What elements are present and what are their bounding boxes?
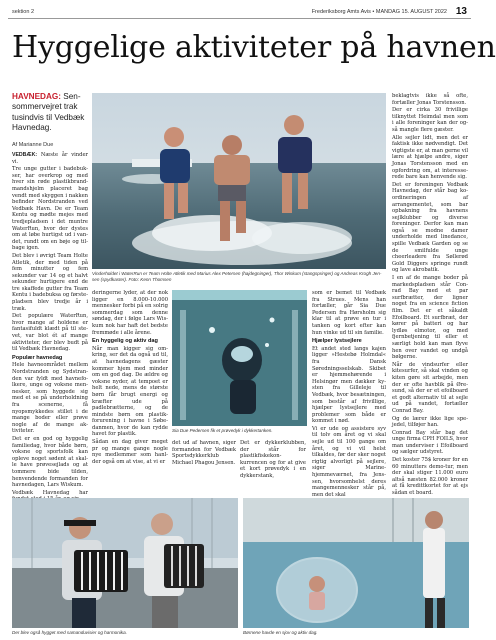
lead-paragraph — [12, 92, 86, 134]
paragraph: Næste år vinder vi. — [12, 152, 89, 165]
paragraph: Hele havneområdet mellem Nordstranden og Sydstranden var fyldt med havnefolkere, unge og voksne mennesker, som hyggede sig med et se på underholdning fra scenerne, få nyopsmykkedes stillet i de mange boder eller prøve nogle af de mange aktiviteter. — [12, 362, 88, 435]
section-label: sektion 2 — [12, 9, 35, 15]
paragraph: Et andet sted langs kajen ligger »Hestebø Holmdal« fra Dansk Søredningsselskab. Skibet er hjemmehørende i Helsingør men dækker kysten fra Gilleleje til Vedbæk, hvor besætningen, som består af frivillige, hjælper lystsejlere med problemer som både er kommet i nød. — [312, 345, 386, 425]
text-column-3 — [172, 440, 236, 492]
paragraph: Det er en god og hyggelig familiedag, hvor både børn, voksne og sportsfolk kan opleve noget sødent at skalle have prøvesejlads og at tommere bide tilden, henvendende formanden for havnedagen, Lars Wiskum. — [12, 435, 88, 489]
subheading: Hjælper lystsejlere — [312, 338, 362, 345]
diver-photo-caption: Sia Due Pedersen fik et prøvedyk i dykkertanken. — [172, 428, 273, 433]
water-ball-photo-caption: Børnene havde en sjov og aktiv dag. — [243, 630, 318, 635]
text-column-2 — [92, 290, 168, 492]
text-column-6 — [392, 93, 468, 497]
paragraph: det ud af havnen, siger formanden for Vedbæk Sportsdykkerklub Michael Phagou Jensen. — [172, 440, 236, 466]
main-photo — [92, 93, 386, 269]
page-header — [8, 6, 471, 18]
diver-photo — [172, 290, 307, 426]
band-photo — [12, 498, 238, 628]
paragraph: Det populære WaterRun, hvor mange af holdene er fantasifuldt klædt på til stevet, var blot ét af mange aktiviteter, der blev budt på til Vedbæk Havnedag. — [12, 313, 88, 353]
paragraph: I en af de mange boder på markedspladsen står Conrad Bay med et par surfbrætter, der ligner noget fra en science fiction film. Det er et såkaldt Efoilboard. Et surfbræt, der kører på batteri og har lydløs elmotor, og med fjernbetjening til eller et særligt hold kan man flyve hen over vandet og undgå bølgerne. — [392, 275, 468, 361]
header-divider — [8, 18, 471, 19]
paragraph: Sådan en dag giver meget pr og mange gange nogle nye medlemmer som hanlder også om at vise, at vi er — [92, 439, 168, 465]
paragraph: Når de vindsurfer eller kitesurfer, så skal vinden og kiten gøre sit arbejde, men der er ofte havblik på Øresund, så der er et efoilboard et godt alternativ til at sejle ud på vandet, fortæller Conrad Bay. — [392, 361, 468, 414]
text-column-1 — [12, 152, 89, 496]
page-number: 13 — [455, 6, 467, 17]
paragraph: Der er cirka 30 frivillige tilknyttet Heimdal men som i alle foreninger kan der også mangle flere gæster. — [392, 107, 468, 133]
band-photo-caption: Der blev også hygget med samanduvisier og harmonika. — [12, 630, 127, 635]
subheading: Populær havnedag — [12, 354, 63, 361]
paragraph: Conrad Bay står bag det unge firma CPH FOILS, hvor man underviser i Efoilboard og sælger udstyret. — [392, 429, 468, 456]
paragraph: Tre unge gutter i badebukser, har overkrop og med hver sin røde plastikbrandmandshjelm placeret bag vendt med skyggen i nakken befinder Nordstranden ved Vedbæk Havn. De er Team Kentu og mødte mejes med tredjepladsen i det muntre WaterRun, hvor der dystes om at løbe hurtigst ud i vandet, rundt om en bøje og tilbage igen. — [12, 166, 88, 252]
paragraph: beklagtvis ikke så ofte, fortæller Jonas Torstensson. — [392, 93, 468, 106]
main-photo-caption: Vinderholdet i WaterRun er Team Holte Atletik med Marius Alex Petersen (hajdegninger), Thor Wiskum (stangspringer) og Andreas Krogh Jensen (spydkaster). Foto: Kenn Thomsen — [92, 271, 382, 282]
paragraph: Det er dykkerklubben, der står for plastikfiskekonkurrencen og for at give et kort prøvedyk i en dykkerstank, — [240, 440, 306, 479]
paragraph: Vi er ude og assistere syv til tolv om året og vi skal sejle ud til 100 gange om året, og vi vil helst tilkaldes, før der sker noget rigtig alvorligt på sejlere, siger Marinehjemmeværnet, fra Jenssen, hvorsomhelst deres mangemennesker står på, men det skal — [312, 425, 386, 498]
paragraph: Det blev i øvrigt Team Holte Atletik, der med tiden på fem minutter og fem sekunder var 14 og et halvt sekunder hurtigere end de tre skaffede gutter fra Team Kentu i badebuksa og førstepladsen blev tredje år i træk. — [12, 252, 88, 312]
paragraph: Når man kigger sig omkring, ser det da også ud til, at havnedagens gæster kommer hjem med minder om en god dag. De ældre og voksne nyder, at tempoet er helt nede, mens de største børn får brugt energi og kræfter ude på padlebrætterne, og de mindste børn om plastikforurening i havne i Søbedanmen, hvor de kan rydde havet for plastik. — [92, 345, 168, 438]
subheading: En hyggelig og aktiv dag — [92, 338, 158, 345]
publication-dateline: Frederiksborg Amts Avis • MANDAG 15. AUGUST 2022 — [311, 9, 447, 15]
byline: Af Marianne Due — [12, 142, 54, 148]
paragraph: deringerne lyder, at der nok ligger en 8.000-10.000 mennesker forbi på en solrig sommerdag som denne søndag, der i følge Lars Wiskum nok har haft det bedste fremmøde i alle årene. — [92, 290, 168, 336]
paragraph: som er bemet til Vedbæk fra Strues. Mens han fortæller, går Sia Due Pedersen fra Hørsholm sig klar til at prøve en tur i tanken og kort efter kan hun vinke ud til sin familie. — [312, 290, 386, 336]
paragraph: Og de lærer ikke lige spejedel, tilføjer han. — [392, 415, 468, 429]
lead-text: Sensommervejret trak tusindvis til Vedbæk Havnedag. — [12, 92, 85, 133]
paragraph: Alle sejler lidt, men det er faktisk ikke nødvendigt. Det vigtigste er, at man gerne vil lære at hjælpe andre, siger Jonas Torstensson med en opfordring om, at interesserede bare kan henvende sig. — [392, 134, 468, 181]
water-ball-photo — [243, 498, 469, 628]
lead-kicker: HAVNEDAG: — [12, 92, 61, 101]
paragraph: Vedbæk Havnedag har — [12, 489, 88, 496]
text-column-4 — [240, 440, 306, 492]
paragraph: Det koster 75$ kroner for en 60 minutters demo-tur, men der skal stiger 11.000 euro altså næsten 82.000 kroner at få kredittkortet for at ejs sådan et board. — [392, 457, 468, 497]
paragraph: Det er foreningen Vedbæk Havnedag, der står bag koordineringen af arrangementet, som bar opbakning fra havnens sejlklubber og diverse foreninger. Derfor kan man også se modne damer underholde med linedance, spille Vedbæk Garden og se de smilfulde unge cheerleadere fra Søllerød Gold Diggers springe rundt og lave akrobatik. — [392, 181, 468, 274]
headline: Hyggelige aktiviteter på havnen — [12, 30, 496, 65]
dateline: VEDBÆK: — [12, 152, 38, 158]
text-column-5 — [312, 290, 386, 498]
